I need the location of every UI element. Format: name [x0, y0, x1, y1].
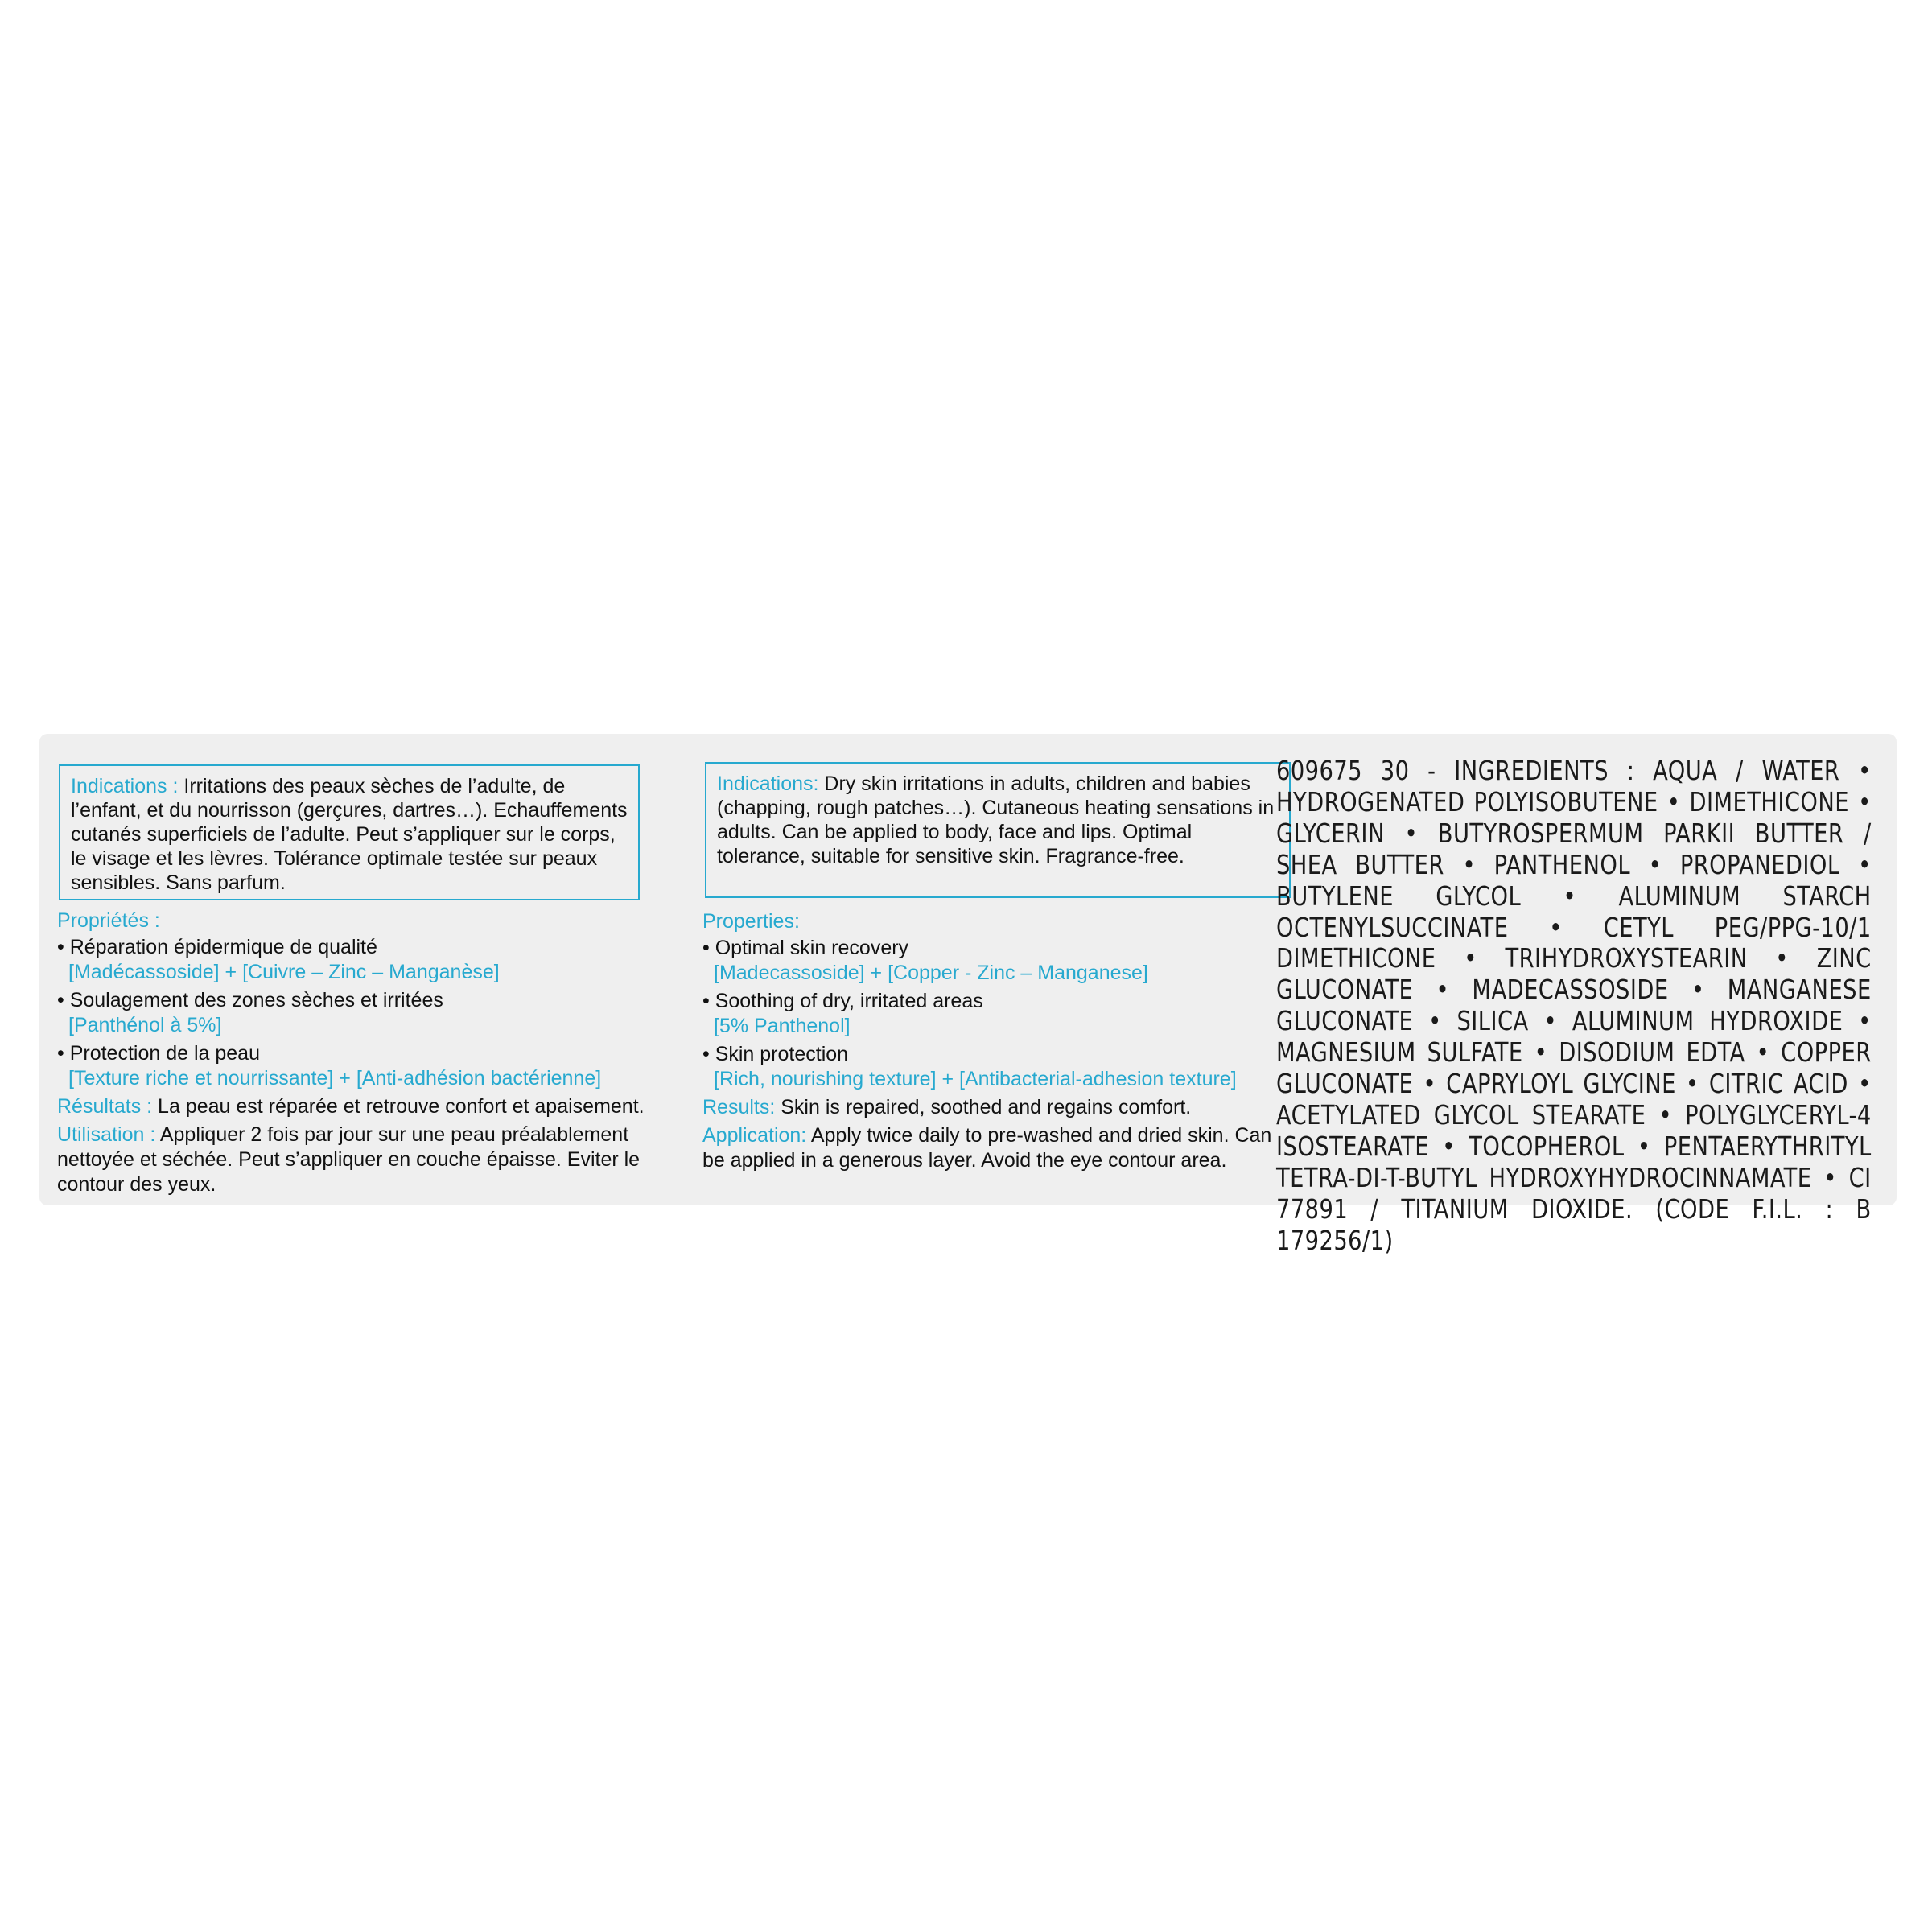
en-properties-section: [702, 909, 1298, 1173]
fr-indications-label: Indications :: [71, 775, 179, 797]
en-property-2-detail: [5% Panthenol]: [714, 1015, 851, 1037]
fr-application: [57, 1123, 653, 1197]
fr-results-text: La peau est réparée et retrouve confort et apaisement.: [152, 1095, 645, 1118]
en-property-2: • Soothing of dry, irritated areas: [702, 990, 983, 1012]
fr-properties-label: Propriétés :: [57, 909, 160, 932]
en-indications-label: Indications:: [717, 772, 819, 795]
en-results-text: Skin is repaired, soothed and regains comfort.: [775, 1096, 1192, 1118]
en-application: [702, 1123, 1298, 1173]
en-indications-text: Dry skin irritations in adults, children and babies (chapping, rough patches…). Cutaneous heating sensations in adults. Can be applied to body, face and lips. Optimal tolerance, suitable for sensitive skin. Fragrance-free.: [717, 772, 1275, 867]
en-indications-box: [705, 762, 1291, 898]
ingredients-list: 609675 30 - INGREDIENTS : AQUA / WATER • HYDROGENATED POLYISOBUTENE • DIMETHICONE • GLYCERIN • BUTYROSPERMUM PARKII BUTTER / SHEA BUTTER • PANTHENOL • PROPANEDIOL • BUTYLENE GLYCOL • ALUMINUM STARCH OCTENYLSUCCINATE • CETYL PEG/PPG-10/1 DIMETHICONE • TRIHYDROXYSTEARIN • ZINC GLUCONATE • MADECASSOSIDE • MANGANESE GLUCONATE • SILICA • ALUMINUM HYDROXIDE • MAGNESIUM SULFATE • DISODIUM EDTA • COPPER GLUCONATE • CAPRYLOYL GLYCINE • CITRIC ACID • ACETYLATED GLYCOL STEARATE • POLYGLYCERYL-4 ISOSTEARATE • TOCOPHEROL • PENTAERYTHRITYL TETRA-DI-T-BUTYL HYDROXYHYDROCINNAMATE • CI 77891 / TITANIUM DIOXIDE. (CODE F.I.L. : B 179256/1): [1276, 755, 1872, 1256]
fr-properties-section: [57, 908, 653, 1197]
fr-property-2-detail: [Panthénol à 5%]: [68, 1014, 222, 1036]
en-results: [702, 1095, 1298, 1120]
fr-indications-box: [59, 764, 640, 900]
fr-indications-text: Irritations des peaux sèches de l’adulte, de l’enfant, et du nourrisson (gerçures, dartres…). Echauffements cutanés superficiels de l’adulte. Peut s’appliquer sur le corps, le visage et les lèvres. Tolérance optimale testée sur peaux sensibles. Sans parfum.: [71, 775, 628, 894]
en-application-text: Apply twice daily to pre-washed and dried skin. Can be applied in a generous layer. Avoid the eye contour area.: [702, 1124, 1272, 1172]
fr-application-label: Utilisation :: [57, 1123, 156, 1146]
en-properties-label: Properties:: [702, 910, 800, 933]
fr-property-3-detail: [Texture riche et nourrissante] + [Anti-adhésion bactérienne]: [68, 1067, 602, 1090]
en-results-label: Results:: [702, 1096, 776, 1118]
en-property-3: • Skin protection: [702, 1043, 849, 1065]
fr-application-text: Appliquer 2 fois par jour sur une peau préalablement nettoyée et séchée. Peut s’appliquer en couche épaisse. Eviter le contour des yeux.: [57, 1123, 641, 1196]
en-application-label: Application:: [702, 1124, 807, 1147]
fr-property-1: • Réparation épidermique de qualité: [57, 936, 377, 958]
en-property-1: • Optimal skin recovery: [702, 937, 909, 959]
en-property-1-detail: [Madecassoside] + [Copper - Zinc – Manganese]: [714, 962, 1148, 984]
product-label-panel: [39, 734, 1897, 1256]
fr-property-1-detail: [Madécassoside] + [Cuivre – Zinc – Manganèse]: [68, 961, 500, 983]
fr-property-3: • Protection de la peau: [57, 1042, 260, 1065]
fr-property-2: • Soulagement des zones sèches et irritées: [57, 989, 443, 1011]
en-property-3-detail: [Rich, nourishing texture] + [Antibacterial-adhesion texture]: [714, 1068, 1237, 1090]
fr-results: [57, 1094, 653, 1119]
fr-results-label: Résultats :: [57, 1095, 153, 1118]
